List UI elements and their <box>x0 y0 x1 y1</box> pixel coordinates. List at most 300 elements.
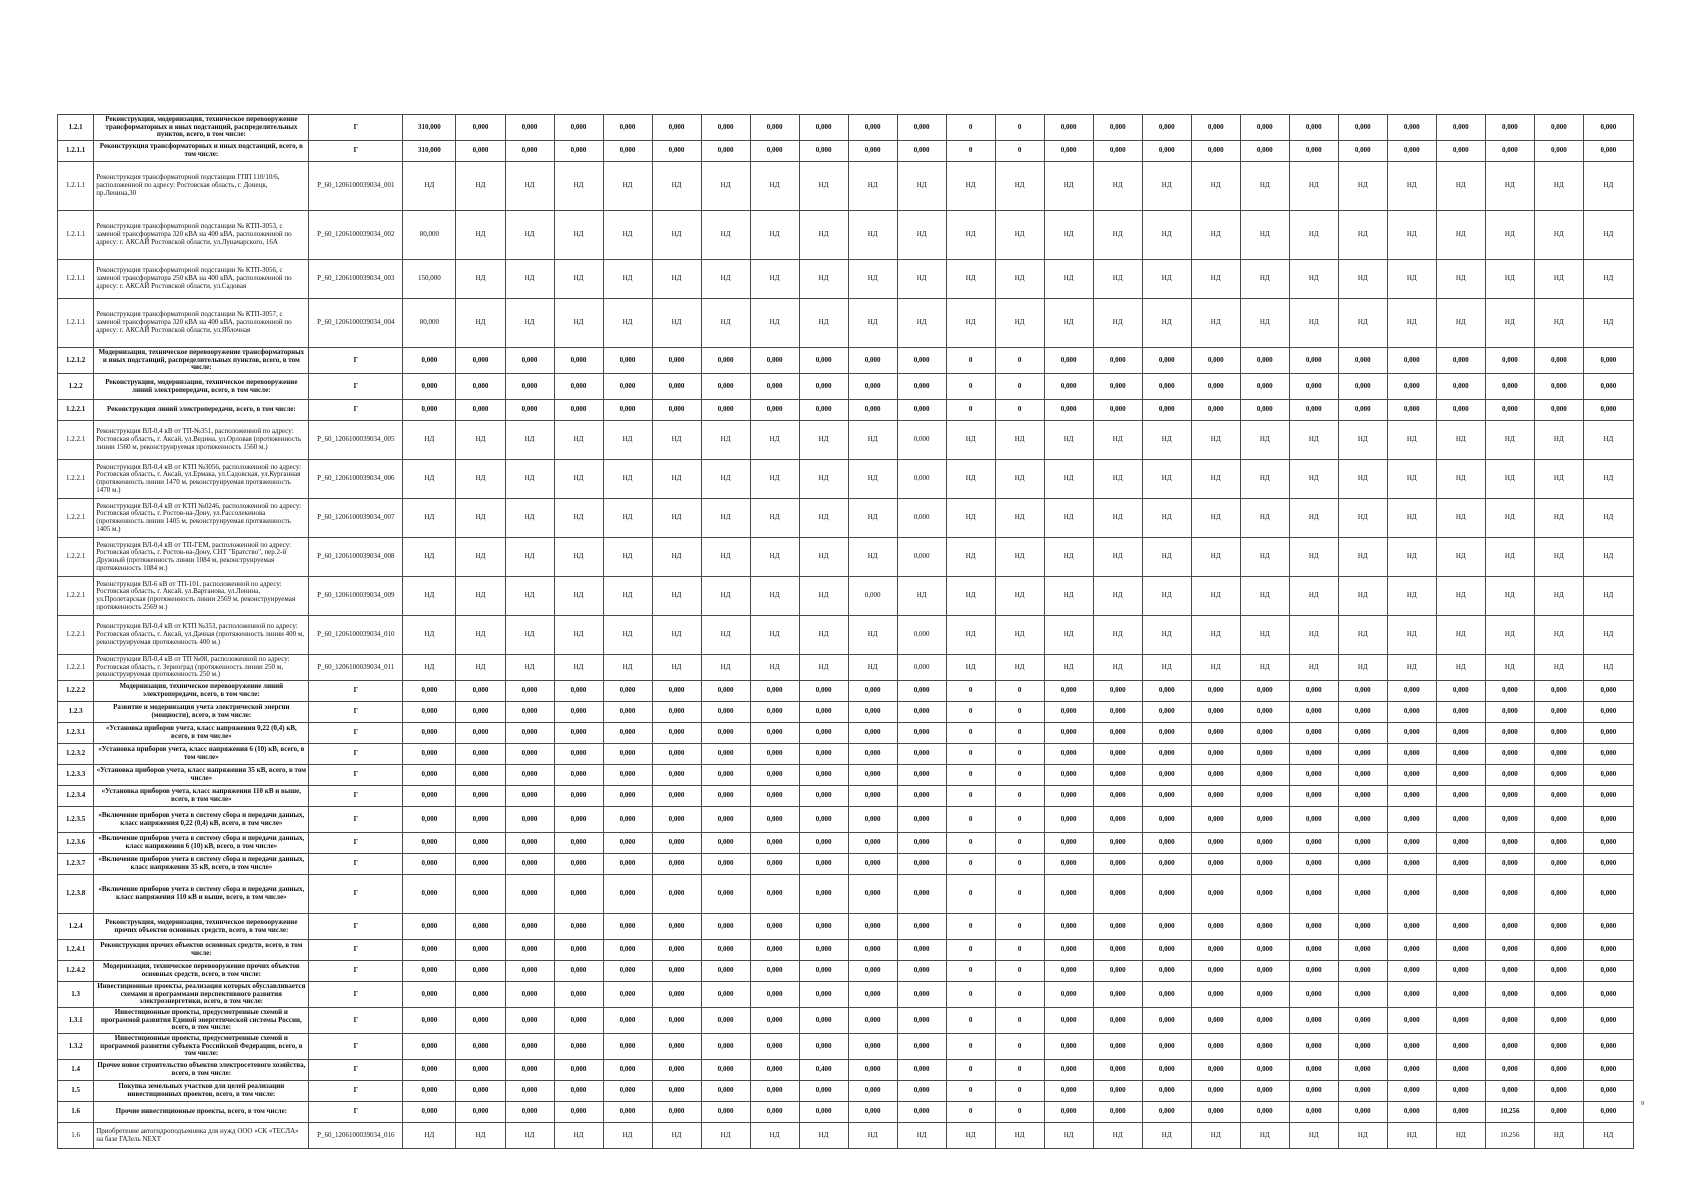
value-cell: НД <box>603 1123 652 1149</box>
value-cell: НД <box>1338 460 1387 499</box>
value-cell: 0 <box>946 400 995 421</box>
value-cell: 0,000 <box>403 875 456 914</box>
value-cell: НД <box>505 299 554 348</box>
value-cell: НД <box>1583 260 1633 299</box>
row-code-cell: 1.6 <box>58 1102 94 1123</box>
value-cell: 0,000 <box>1485 400 1534 421</box>
value-cell: НД <box>1485 499 1534 538</box>
value-cell: НД <box>750 460 799 499</box>
value-cell: 0,000 <box>1534 1034 1583 1060</box>
value-cell: 0,000 <box>1093 1060 1142 1081</box>
value-cell: 0,000 <box>1240 961 1289 982</box>
value-cell: НД <box>1583 1123 1633 1149</box>
value-cell: НД <box>1583 162 1633 211</box>
value-cell: 0 <box>995 702 1044 723</box>
value-cell: 0,000 <box>1534 875 1583 914</box>
value-cell: НД <box>1289 211 1338 260</box>
value-cell: НД <box>750 616 799 655</box>
value-cell: 80,000 <box>403 299 456 348</box>
row-code-cell: 1.2.2.1 <box>58 616 94 655</box>
value-cell: 0,000 <box>799 115 848 141</box>
project-id-cell: Г <box>309 723 403 744</box>
value-cell: НД <box>848 616 897 655</box>
value-cell: НД <box>799 162 848 211</box>
value-cell: НД <box>403 499 456 538</box>
value-cell: НД <box>1534 655 1583 681</box>
value-cell: 0,000 <box>1583 400 1633 421</box>
value-cell: НД <box>1240 460 1289 499</box>
value-cell: 0,000 <box>701 765 750 786</box>
value-cell: 0,000 <box>1485 982 1534 1008</box>
value-cell: НД <box>403 655 456 681</box>
project-id-cell: P_60_1206100039034_011 <box>309 655 403 681</box>
value-cell: 0 <box>946 854 995 875</box>
value-cell: 0 <box>946 875 995 914</box>
value-cell: НД <box>1142 655 1191 681</box>
value-cell: 0,000 <box>603 141 652 162</box>
value-cell: 0,000 <box>1240 875 1289 914</box>
value-cell: 0,000 <box>701 1034 750 1060</box>
value-cell: 0,000 <box>554 807 603 833</box>
value-cell: НД <box>897 211 946 260</box>
value-cell: 0,000 <box>1044 875 1093 914</box>
value-cell: 0,000 <box>799 854 848 875</box>
value-cell: 0,000 <box>652 374 701 400</box>
value-cell: НД <box>554 655 603 681</box>
value-cell: 0,000 <box>652 141 701 162</box>
value-cell: 0,000 <box>848 1081 897 1102</box>
value-cell: 0,000 <box>701 833 750 854</box>
value-cell: 0,000 <box>1093 982 1142 1008</box>
value-cell: 0,000 <box>1044 1081 1093 1102</box>
value-cell: НД <box>603 460 652 499</box>
row-code-cell: 1.2.1.1 <box>58 260 94 299</box>
value-cell: 0,000 <box>1583 854 1633 875</box>
value-cell: 0,000 <box>456 1081 505 1102</box>
project-name-cell: Реконструкция ВЛ-6 кВ от ТП-101, расположенной по адресу: Ростовская область, г. Аксай, ул.Вартанова, ул.Ленина, ул.Пролетарская (протяженность линии 2569 м, реконструируемая протяженность 2569 м.) <box>94 577 309 616</box>
value-cell: 0,000 <box>1387 833 1436 854</box>
value-cell: 0,000 <box>603 961 652 982</box>
value-cell: 0,000 <box>1387 723 1436 744</box>
value-cell: 0,000 <box>1534 141 1583 162</box>
value-cell: 0 <box>995 723 1044 744</box>
value-cell: НД <box>848 538 897 577</box>
value-cell: 0,000 <box>554 744 603 765</box>
value-cell: 0,000 <box>1436 1081 1485 1102</box>
value-cell: 0,000 <box>1289 723 1338 744</box>
project-id-cell: Г <box>309 982 403 1008</box>
value-cell: 0,000 <box>1583 765 1633 786</box>
value-cell: НД <box>1387 655 1436 681</box>
value-cell: 0,000 <box>403 702 456 723</box>
value-cell: 0,000 <box>1191 1102 1240 1123</box>
value-cell: 0,000 <box>1142 374 1191 400</box>
value-cell: 0,000 <box>750 348 799 374</box>
value-cell: НД <box>456 577 505 616</box>
value-cell: 0,000 <box>1289 702 1338 723</box>
value-cell: НД <box>946 499 995 538</box>
value-cell: НД <box>1338 655 1387 681</box>
value-cell: НД <box>1583 421 1633 460</box>
table-row <box>58 723 1634 744</box>
value-cell: 0,000 <box>554 702 603 723</box>
value-cell: 0,000 <box>554 833 603 854</box>
value-cell: 0,000 <box>1093 765 1142 786</box>
value-cell: 0,000 <box>750 961 799 982</box>
row-code-cell: 1.2.3.6 <box>58 833 94 854</box>
value-cell: 0,000 <box>652 1060 701 1081</box>
value-cell: НД <box>603 260 652 299</box>
value-cell: 0,000 <box>1289 1034 1338 1060</box>
value-cell: 0,000 <box>1485 723 1534 744</box>
row-code-cell: 1.2.4.2 <box>58 961 94 982</box>
value-cell: НД <box>1191 499 1240 538</box>
project-name-cell: Модернизация, техническое перевооружение линий электропередачи, всего, в том числе: <box>94 681 309 702</box>
value-cell: 0,000 <box>848 115 897 141</box>
project-name-cell: «Включение приборов учета в систему сбора и передачи данных, класс напряжения 110 кВ и выше, всего, в том числе» <box>94 875 309 914</box>
value-cell: 0,000 <box>603 1008 652 1034</box>
value-cell: НД <box>1093 655 1142 681</box>
value-cell: 0,000 <box>1583 1060 1633 1081</box>
value-cell: НД <box>603 211 652 260</box>
value-cell: 0,000 <box>750 982 799 1008</box>
value-cell: НД <box>1093 162 1142 211</box>
value-cell: 0,000 <box>1534 786 1583 807</box>
project-name-cell: Реконструкция прочих объектов основных средств, всего, в том числе: <box>94 940 309 961</box>
value-cell: 0,000 <box>603 786 652 807</box>
value-cell: НД <box>848 211 897 260</box>
value-cell: НД <box>505 499 554 538</box>
value-cell: 0,000 <box>1191 374 1240 400</box>
value-cell: 0,000 <box>1191 702 1240 723</box>
value-cell: 0,000 <box>1485 348 1534 374</box>
value-cell: 0,000 <box>603 400 652 421</box>
value-cell: НД <box>1485 460 1534 499</box>
value-cell: 0,000 <box>799 702 848 723</box>
table-row <box>58 299 1634 348</box>
value-cell: 0,000 <box>1534 982 1583 1008</box>
value-cell: 0,000 <box>403 982 456 1008</box>
value-cell: 0,000 <box>1289 982 1338 1008</box>
value-cell: НД <box>897 1123 946 1149</box>
row-code-cell: 1.2.2.1 <box>58 538 94 577</box>
value-cell: 0,000 <box>799 348 848 374</box>
value-cell: 0,000 <box>897 875 946 914</box>
table-row <box>58 211 1634 260</box>
value-cell: НД <box>946 162 995 211</box>
value-cell: 0,000 <box>1093 961 1142 982</box>
value-cell: НД <box>1044 211 1093 260</box>
value-cell: 0,000 <box>554 400 603 421</box>
value-cell: 0,000 <box>1485 702 1534 723</box>
value-cell: 0,000 <box>456 115 505 141</box>
value-cell: НД <box>848 1123 897 1149</box>
value-cell: 0,000 <box>505 854 554 875</box>
value-cell: 0 <box>995 982 1044 1008</box>
value-cell: 0,000 <box>1142 786 1191 807</box>
value-cell: 0,000 <box>1583 702 1633 723</box>
value-cell: 0,000 <box>701 854 750 875</box>
value-cell: 0,000 <box>505 348 554 374</box>
value-cell: НД <box>603 162 652 211</box>
value-cell: 0,000 <box>848 744 897 765</box>
value-cell: 0,000 <box>897 1081 946 1102</box>
row-code-cell: 1.4 <box>58 1060 94 1081</box>
project-id-cell: P_60_1206100039034_016 <box>309 1123 403 1149</box>
value-cell: 0,000 <box>403 400 456 421</box>
table-row <box>58 1102 1634 1123</box>
table-row <box>58 260 1634 299</box>
value-cell: 0,000 <box>1289 348 1338 374</box>
value-cell: НД <box>995 460 1044 499</box>
value-cell: 0 <box>995 115 1044 141</box>
value-cell: 0,000 <box>1436 914 1485 940</box>
value-cell: 0,000 <box>897 400 946 421</box>
value-cell: 0,000 <box>799 807 848 833</box>
value-cell: НД <box>1044 655 1093 681</box>
row-code-cell: 1.2.2.2 <box>58 681 94 702</box>
value-cell: 0,000 <box>848 940 897 961</box>
project-name-cell: «Включение приборов учета в систему сбора и передачи данных, класс напряжения 0,22 (0,4) кВ, всего, в том числе» <box>94 807 309 833</box>
value-cell: 0,000 <box>456 1008 505 1034</box>
value-cell: 0 <box>995 1060 1044 1081</box>
value-cell: НД <box>1338 577 1387 616</box>
value-cell: 0,000 <box>1289 1008 1338 1034</box>
value-cell: 0,000 <box>1289 807 1338 833</box>
value-cell: 0 <box>995 348 1044 374</box>
value-cell: 0,000 <box>505 115 554 141</box>
value-cell: 0,000 <box>652 940 701 961</box>
value-cell: 0,000 <box>1436 854 1485 875</box>
value-cell: 0,000 <box>750 914 799 940</box>
value-cell: 0,000 <box>897 961 946 982</box>
value-cell: 0,000 <box>1436 1034 1485 1060</box>
value-cell: 0,000 <box>603 1102 652 1123</box>
value-cell: НД <box>603 655 652 681</box>
table-row <box>58 940 1634 961</box>
value-cell: 0,000 <box>1387 854 1436 875</box>
value-cell: 0 <box>995 875 1044 914</box>
value-cell: НД <box>946 616 995 655</box>
value-cell: НД <box>456 616 505 655</box>
value-cell: НД <box>1044 577 1093 616</box>
value-cell: НД <box>456 211 505 260</box>
value-cell: 0 <box>946 914 995 940</box>
value-cell: 0,000 <box>456 807 505 833</box>
value-cell: НД <box>1044 421 1093 460</box>
value-cell: 0,000 <box>1044 786 1093 807</box>
value-cell: 0,000 <box>1093 141 1142 162</box>
value-cell: 0,000 <box>1436 723 1485 744</box>
value-cell: 0,000 <box>1289 115 1338 141</box>
value-cell: НД <box>1338 499 1387 538</box>
value-cell: НД <box>995 616 1044 655</box>
value-cell: 0,000 <box>1485 875 1534 914</box>
value-cell: 0 <box>946 833 995 854</box>
value-cell: 0,000 <box>652 961 701 982</box>
value-cell: 0 <box>995 744 1044 765</box>
value-cell: 0,000 <box>1583 807 1633 833</box>
value-cell: НД <box>554 299 603 348</box>
value-cell: 0,000 <box>1191 765 1240 786</box>
value-cell: 0,000 <box>897 374 946 400</box>
value-cell: 0,000 <box>1534 115 1583 141</box>
value-cell: 0,000 <box>1289 1102 1338 1123</box>
value-cell: 0,000 <box>403 1034 456 1060</box>
value-cell: 0,000 <box>1240 744 1289 765</box>
value-cell: 0,000 <box>456 681 505 702</box>
value-cell: НД <box>1240 616 1289 655</box>
value-cell: НД <box>1142 499 1191 538</box>
value-cell: 0,000 <box>701 348 750 374</box>
value-cell: 0,000 <box>1387 1034 1436 1060</box>
value-cell: 0,000 <box>505 744 554 765</box>
value-cell: 0,000 <box>652 744 701 765</box>
row-code-cell: 1.2.1.2 <box>58 348 94 374</box>
project-id-cell: Г <box>309 914 403 940</box>
value-cell: НД <box>1338 616 1387 655</box>
value-cell: 0,000 <box>1436 141 1485 162</box>
value-cell: 0,000 <box>1191 807 1240 833</box>
value-cell: 0,000 <box>848 681 897 702</box>
value-cell: НД <box>1044 538 1093 577</box>
value-cell: 0,000 <box>1485 765 1534 786</box>
value-cell: НД <box>652 1123 701 1149</box>
value-cell: 0,000 <box>848 961 897 982</box>
value-cell: НД <box>1240 421 1289 460</box>
value-cell: 0,000 <box>799 914 848 940</box>
value-cell: НД <box>799 616 848 655</box>
value-cell: НД <box>456 1123 505 1149</box>
value-cell: 0,000 <box>554 348 603 374</box>
value-cell: 0,000 <box>1191 744 1240 765</box>
value-cell: 0,000 <box>1436 400 1485 421</box>
value-cell: НД <box>1534 162 1583 211</box>
project-name-cell: Реконструкция трансформаторной подстанции ГПП 110/10/6, расположенной по адресу: Ростовская область, г. Донецк, пр.Ленина,30 <box>94 162 309 211</box>
value-cell: 0,000 <box>1289 875 1338 914</box>
value-cell: НД <box>848 260 897 299</box>
value-cell: НД <box>1583 460 1633 499</box>
value-cell: 0,000 <box>799 982 848 1008</box>
value-cell: НД <box>750 299 799 348</box>
row-code-cell: 1.2.3 <box>58 702 94 723</box>
value-cell: 0,000 <box>505 374 554 400</box>
value-cell: 0,000 <box>1338 875 1387 914</box>
value-cell: НД <box>1191 1123 1240 1149</box>
value-cell: 0,000 <box>701 702 750 723</box>
value-cell: 0,000 <box>799 723 848 744</box>
value-cell: 0,000 <box>1093 833 1142 854</box>
value-cell: 0 <box>995 765 1044 786</box>
value-cell: 0,000 <box>1387 940 1436 961</box>
value-cell: 0 <box>946 702 995 723</box>
value-cell: 0,000 <box>1191 982 1240 1008</box>
value-cell: 0,000 <box>848 1102 897 1123</box>
value-cell: 0,000 <box>1534 702 1583 723</box>
value-cell: 0,000 <box>1338 1008 1387 1034</box>
value-cell: 0,000 <box>750 744 799 765</box>
value-cell: 0,000 <box>1044 681 1093 702</box>
value-cell: 0,000 <box>848 807 897 833</box>
value-cell: 0,000 <box>1044 744 1093 765</box>
value-cell: 0,000 <box>1142 1081 1191 1102</box>
value-cell: НД <box>701 421 750 460</box>
value-cell: 0,000 <box>750 765 799 786</box>
value-cell: 0,000 <box>1338 1102 1387 1123</box>
value-cell: 0,000 <box>403 961 456 982</box>
value-cell: НД <box>799 577 848 616</box>
value-cell: НД <box>554 211 603 260</box>
value-cell: 0 <box>995 854 1044 875</box>
value-cell: 0,000 <box>456 914 505 940</box>
value-cell: НД <box>1142 1123 1191 1149</box>
value-cell: НД <box>652 577 701 616</box>
value-cell: 0,000 <box>652 765 701 786</box>
value-cell: 0,000 <box>1191 854 1240 875</box>
value-cell: 0,000 <box>1338 400 1387 421</box>
value-cell: 0,000 <box>1044 702 1093 723</box>
value-cell: НД <box>897 162 946 211</box>
value-cell: НД <box>1436 299 1485 348</box>
value-cell: НД <box>1387 162 1436 211</box>
value-cell: 0,000 <box>1436 374 1485 400</box>
project-name-cell: «Установка приборов учета, класс напряжения 35 кВ, всего, в том числе» <box>94 765 309 786</box>
value-cell: НД <box>1240 162 1289 211</box>
value-cell: НД <box>1191 162 1240 211</box>
value-cell: 0,000 <box>1142 854 1191 875</box>
value-cell: НД <box>1436 616 1485 655</box>
value-cell: 0,000 <box>1289 961 1338 982</box>
value-cell: НД <box>456 421 505 460</box>
value-cell: НД <box>1485 577 1534 616</box>
table-row <box>58 655 1634 681</box>
value-cell: 0,000 <box>897 655 946 681</box>
value-cell: 0,000 <box>1142 875 1191 914</box>
value-cell: 0,000 <box>1191 681 1240 702</box>
value-cell: 0,000 <box>1289 854 1338 875</box>
value-cell: 10,256 <box>1485 1102 1534 1123</box>
project-name-cell: Инвестиционные проекты, реализация которых обуславливается схемами и программами перспективного развития электроэнергетики, всего, в том числе: <box>94 982 309 1008</box>
value-cell: 0,000 <box>1044 723 1093 744</box>
value-cell: НД <box>848 162 897 211</box>
value-cell: НД <box>1534 211 1583 260</box>
value-cell: НД <box>1534 499 1583 538</box>
value-cell: 0 <box>946 765 995 786</box>
value-cell: НД <box>505 655 554 681</box>
row-code-cell: 1.2.1.1 <box>58 299 94 348</box>
project-id-cell: Г <box>309 1034 403 1060</box>
value-cell: НД <box>1093 460 1142 499</box>
value-cell: 0,000 <box>1534 1008 1583 1034</box>
value-cell: 150,000 <box>403 260 456 299</box>
value-cell: 0,000 <box>1240 1102 1289 1123</box>
value-cell: 0,000 <box>799 1034 848 1060</box>
value-cell: 0,000 <box>1142 961 1191 982</box>
value-cell: НД <box>1191 655 1240 681</box>
value-cell: 0,000 <box>403 765 456 786</box>
value-cell: 0,000 <box>554 681 603 702</box>
value-cell: 0,000 <box>1583 141 1633 162</box>
value-cell: 0,000 <box>505 961 554 982</box>
value-cell: 0,000 <box>1387 1060 1436 1081</box>
value-cell: 0,000 <box>799 1081 848 1102</box>
row-code-cell: 1.2.1 <box>58 115 94 141</box>
value-cell: 0,000 <box>750 723 799 744</box>
row-code-cell: 1.2.1.1 <box>58 141 94 162</box>
value-cell: НД <box>1191 211 1240 260</box>
value-cell: 0,000 <box>652 723 701 744</box>
table-row <box>58 854 1634 875</box>
